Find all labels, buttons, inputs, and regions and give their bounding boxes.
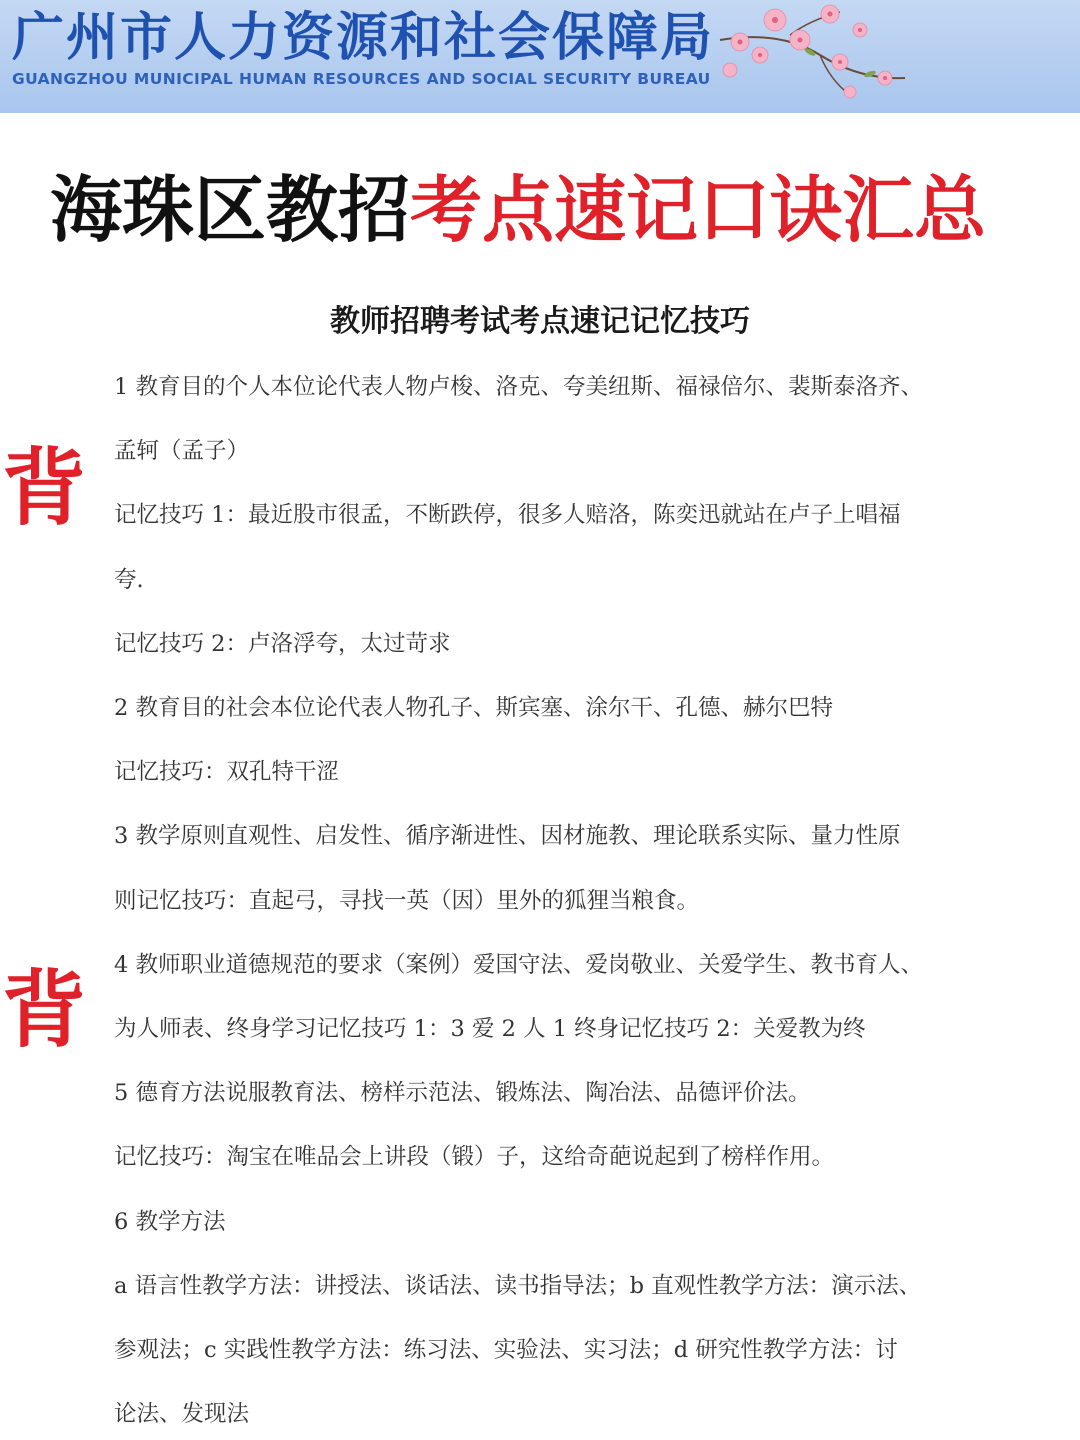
text-line: 记忆技巧 1：最近股市很孟，不断跌停，很多人赔洛，陈奕迅就站在卢子上唱福 (114, 502, 901, 529)
text-line: 记忆技巧：双孔特干涩 (114, 759, 340, 786)
text-line: 夸. (114, 566, 144, 593)
text-line: 3 教学原则直观性、启发性、循序渐进性、因材施教、理论联系实际、量力性原 (114, 823, 901, 850)
page-title-red: 考点速记口诀汇总 (410, 167, 987, 252)
notes-body (114, 355, 974, 1440)
text-line: 孟轲（孟子） (114, 438, 250, 465)
text-line: 5 德育方法说服教育法、榜样示范法、锻炼法、陶冶法、品德评价法。 (114, 1080, 811, 1107)
text-line: 则记忆技巧：直起弓，寻找一英（因）里外的狐狸当粮食。 (114, 887, 700, 914)
text-line: 参观法；c 实践性教学方法：练习法、实验法、实习法；d 研究性教学方法：讨 (114, 1337, 898, 1364)
page-title-black: 海珠区教招 (50, 167, 411, 252)
text-line: 2 教育目的社会本位论代表人物孔子、斯宾塞、涂尔干、孔德、赫尔巴特 (114, 695, 833, 722)
section-subtitle: 教师招聘考试考点速记记忆技巧 (330, 304, 750, 339)
text-line: 记忆技巧 2：卢洛浮夸，太过苛求 (114, 630, 451, 657)
text-line: a 语言性教学方法：讲授法、谈话法、读书指导法；b 直观性教学方法：演示法、 (114, 1272, 922, 1299)
page-title (50, 165, 986, 255)
bureau-english-name: GUANGZHOU MUNICIPAL HUMAN RESOURCES AND SOCIAL SECURITY BUREAU (12, 70, 711, 88)
text-line: 论法、发现法 (114, 1401, 250, 1428)
bureau-banner (0, 0, 1080, 113)
plum-blossom-icon (700, 0, 920, 113)
recite-mark: 背 (2, 960, 87, 1059)
text-line: 1 教育目的个人本位论代表人物卢梭、洛克、夸美纽斯、福禄倍尔、裴斯泰洛齐、 (114, 374, 923, 400)
text-line: 为人师表、终身学习记忆技巧 1：3 爱 2 人 1 终身记忆技巧 2：关爱教为终 (114, 1016, 866, 1043)
recite-mark: 背 (2, 438, 87, 537)
bureau-name: 广州市人力资源和社会保障局 (12, 8, 715, 68)
text-line: 4 教师职业道德规范的要求（案例）爱国守法、爱岗敬业、关爱学生、教书育人、 (114, 951, 923, 978)
text-line: 6 教学方法 (114, 1208, 226, 1235)
text-line: 记忆技巧：淘宝在唯品会上讲段（锻）子，这给奇葩说起到了榜样作用。 (114, 1144, 835, 1171)
